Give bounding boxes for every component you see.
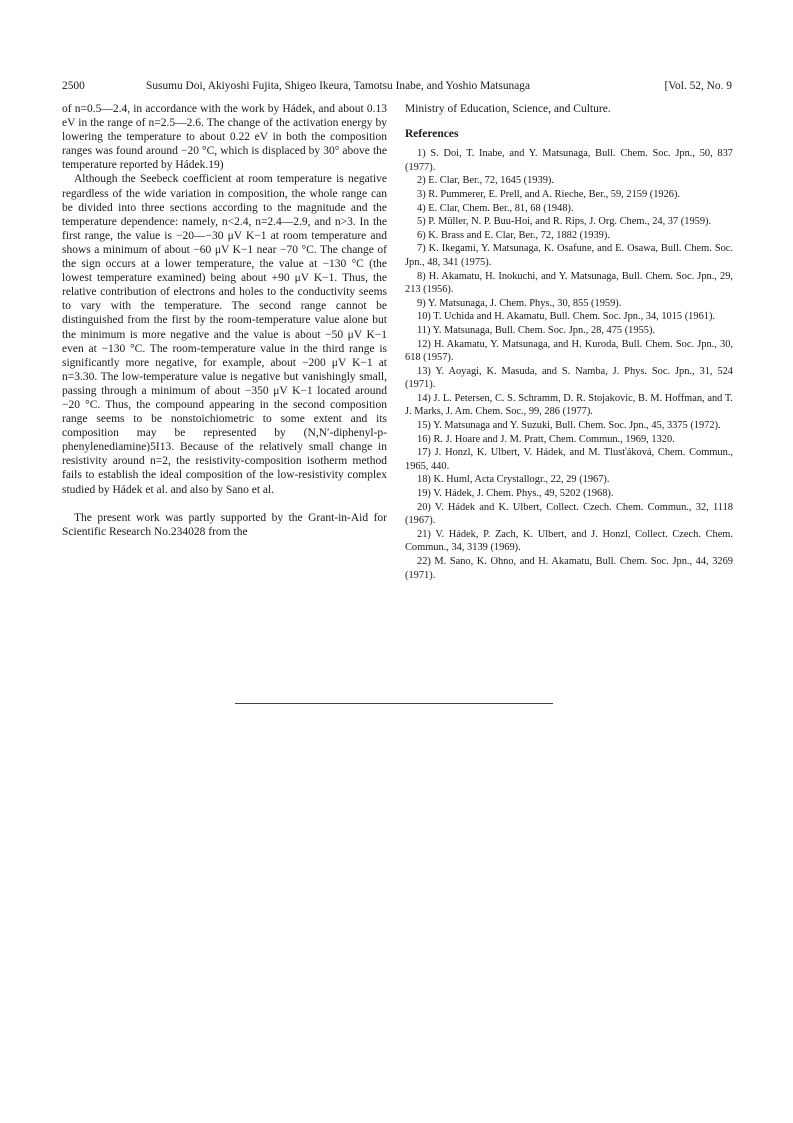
paragraph-seebeck: Although the Seebeck coefficient at room temperature is negative regardless of the wide variation in composition, the whole range can be divided into three sections according to the magnitude and the temperature dependence: namely, n<2.4, n=2.4—2.9, and n>3. In the first range, the value is −20—−30 μV K−1 at room temperature and shows a minimum of about −60 μV K−1 near −70 °C. The change of the sign occurs at a lower temperature, the value at −130 °C (the lowest temperature examined) being about +90 μV K−1. Thus, the relative contribution of electrons and holes to the conductivity seems to vary with the temperature. The second range cannot be distinguished from the first by the room-temperature value alone but the minimum is more negative and the value is about −50 μV K−1 even at −130 °C. The room-temperature value in the third range is significantly more negative, for example, about −200 μV K−1 at n=3.30. The low-temperature value is negative but vanishingly small, passing through a minimum of about −350 μV K−1 located around −20 °C. Thus, the compound appearing in the second composition range seems to be nonstoichiometric to some extent and its composition may be represented by (N,N′-diphenyl-p-phenylenediamine)5I13. Because of the relatively small change in resistivity around n=2, the resistivity-composition isotherm method fails to establish the ideal composition of the low-resistivity complex studied by Hádek et al. and also by Sano et al. (62, 173, 387, 496)
reference-list (405, 147, 733, 582)
reference-item: 16) R. J. Hoare and J. M. Pratt, Chem. Commun., 1969, 1320. (417, 433, 675, 445)
reference-item: 22) M. Sano, K. Ohno, and H. Akamatu, Bull. Chem. Soc. Jpn., 44, 3269 (1971). (405, 556, 733, 581)
reference-item: 14) J. L. Petersen, C. S. Schramm, D. R. Stojakovic, B. M. Hoffman, and T. J. Marks, J. Am. Chem. Soc., 99, 286 (1977). (405, 392, 733, 418)
reference-item: 11) Y. Matsunaga, Bull. Chem. Soc. Jpn., 28, 475 (1955). (417, 324, 656, 336)
reference-item: 13) Y. Aoyagi, K. Masuda, and S. Namba, J. Phys. Soc. Jpn., 31, 524 (1971). (405, 365, 733, 391)
reference-item: 7) K. Ikegami, Y. Matsunaga, K. Osafune, and E. Osawa, Bull. Chem. Soc. Jpn., 48, 341 (1975). (405, 243, 733, 268)
reference-item: 6) K. Brass and E. Clar, Ber., 72, 1882 (1939). (417, 229, 610, 241)
reference-item: 15) Y. Matsunaga and Y. Suzuki, Bull. Chem. Soc. Jpn., 45, 3375 (1972). (417, 420, 721, 432)
reference-item: 20) V. Hádek and K. Ulbert, Collect. Czech. Chem. Commun., 32, 1118 (1967). (405, 501, 733, 527)
right-column (405, 102, 733, 582)
reference-item: 4) E. Clar, Chem. Ber., 81, 68 (1948). (417, 202, 574, 214)
running-header (62, 80, 732, 92)
reference-item: 8) H. Akamatu, H. Inokuchi, and Y. Matsunaga, Bull. Chem. Soc. Jpn., 29, 213 (1956). (405, 270, 733, 296)
references-heading: References (405, 128, 459, 141)
reference-item: 2) E. Clar, Ber., 72, 1645 (1939). (417, 175, 554, 187)
author-line: Susumu Doi, Akiyoshi Fujita, Shigeo Ikeura, Tamotsu Inabe, and Yoshio Matsunaga (146, 80, 531, 92)
paragraph-activation-energy: of n=0.5—2.4, in accordance with the work by Hádek, and about 0.13 eV in the range of n=2.5—2.6. The change of the activation energy by lowering the temperature to about 0.22 eV in both the composition ranges was found around −20 °C, which is displaced by 30° above the temperature reported by Hádek.19) (62, 103, 387, 172)
reference-item: 17) J. Honzl, K. Ulbert, V. Hádek, and M. Tlusťáková, Chem. Commun., 1965, 440. (405, 447, 733, 472)
left-column (62, 102, 387, 539)
end-rule (235, 703, 553, 704)
acknowledgment-continuation: Ministry of Education, Science, and Culture. (405, 103, 611, 115)
reference-item: 3) R. Pummerer, E. Prell, and A. Rieche, Ber., 59, 2159 (1926). (417, 188, 681, 200)
reference-item: 9) Y. Matsunaga, J. Chem. Phys., 30, 855 (1959). (417, 297, 622, 309)
paragraph-acknowledgment: The present work was partly supported by the Grant-in-Aid for Scientific Research No.234028 from the (62, 511, 387, 538)
reference-item: 19) V. Hádek, J. Chem. Phys., 49, 5202 (1968). (417, 488, 614, 500)
reference-item: 12) H. Akamatu, Y. Matsunaga, and H. Kuroda, Bull. Chem. Soc. Jpn., 30, 618 (1957). (405, 338, 733, 364)
reference-item: 10) T. Uchida and H. Akamatu, Bull. Chem. Soc. Jpn., 34, 1015 (1961). (417, 311, 716, 323)
reference-item: 5) P. Müller, N. P. Buu-Hoi, and R. Rips, J. Org. Chem., 24, 37 (1959). (417, 216, 712, 228)
reference-item: 18) K. Huml, Acta Crystallogr., 22, 29 (1967). (417, 474, 610, 486)
volume-info: [Vol. 52, No. 9 (664, 80, 732, 92)
reference-item: 1) S. Doi, T. Inabe, and Y. Matsunaga, Bull. Chem. Soc. Jpn., 50, 837 (1977). (405, 148, 733, 173)
page-number: 2500 (62, 80, 85, 92)
reference-item: 21) V. Hádek, P. Zach, K. Ulbert, and J. Honzl, Collect. Czech. Chem. Commun., 34, 3139 (1969). (405, 528, 733, 554)
